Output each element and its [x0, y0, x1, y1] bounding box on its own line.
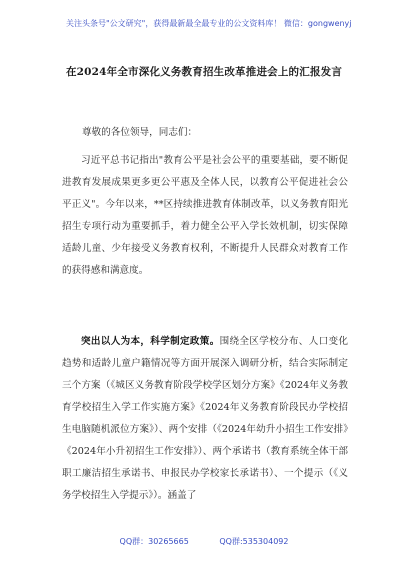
paragraph-2 — [62, 331, 348, 507]
document-title: 在2024年全市深化义务教育招生改革推进会上的汇报发言 — [65, 66, 343, 78]
paragraph-2-lead: 突出以人为本，科学制定政策。 — [81, 336, 220, 347]
footer-qq-group-2[interactable]: QQ群:535304092 — [219, 537, 289, 546]
footer — [0, 536, 408, 547]
paragraph-2-body: 围绕全区学校分布、人口变化趋势和适龄儿童户籍情况等方面开展深入调研分析，结合实际制定三个方案（《城区义务教育阶段学校学区划分方案》《2024年义务教育学校招生入学工作实施方案》《2024年义务教育阶段民办学校招生电脑随机派位方案》）、两个安排（《2024年幼升小招生工作安排》《2024年小升初招生工作安排》）、两个承诺书（教育系统全体干部职工廉洁招生承诺书、申报民办学校家长承诺书）、一个提示（《义务学校招生入学提示》）。涵盖了 — [62, 336, 349, 501]
paragraph-1: 习近平总书记指出"教育公平是社会公平的重要基础，要不断促进教育发展成果更多更公平惠及全体人民，以教育公平促进社会公平正义"。今年以来，**区持续推进教育体制改革，以义务教育阳光招生专项行动为重要抓手，着力健全公平入学长效机制，切实保障适龄儿童、少年接受义务教育权利，不断提升人民群众对教育工作的获得感和满意度。 — [62, 155, 348, 276]
salutation: 尊敬的各位领导，同志们： — [82, 127, 198, 138]
header-banner[interactable]: 关注头条号"公文研究"，获得最新最全最专业的公文资料库！ 微信：gongwenyj — [66, 19, 352, 28]
footer-qq-group-1[interactable]: QQ群：30265665 — [119, 537, 189, 546]
